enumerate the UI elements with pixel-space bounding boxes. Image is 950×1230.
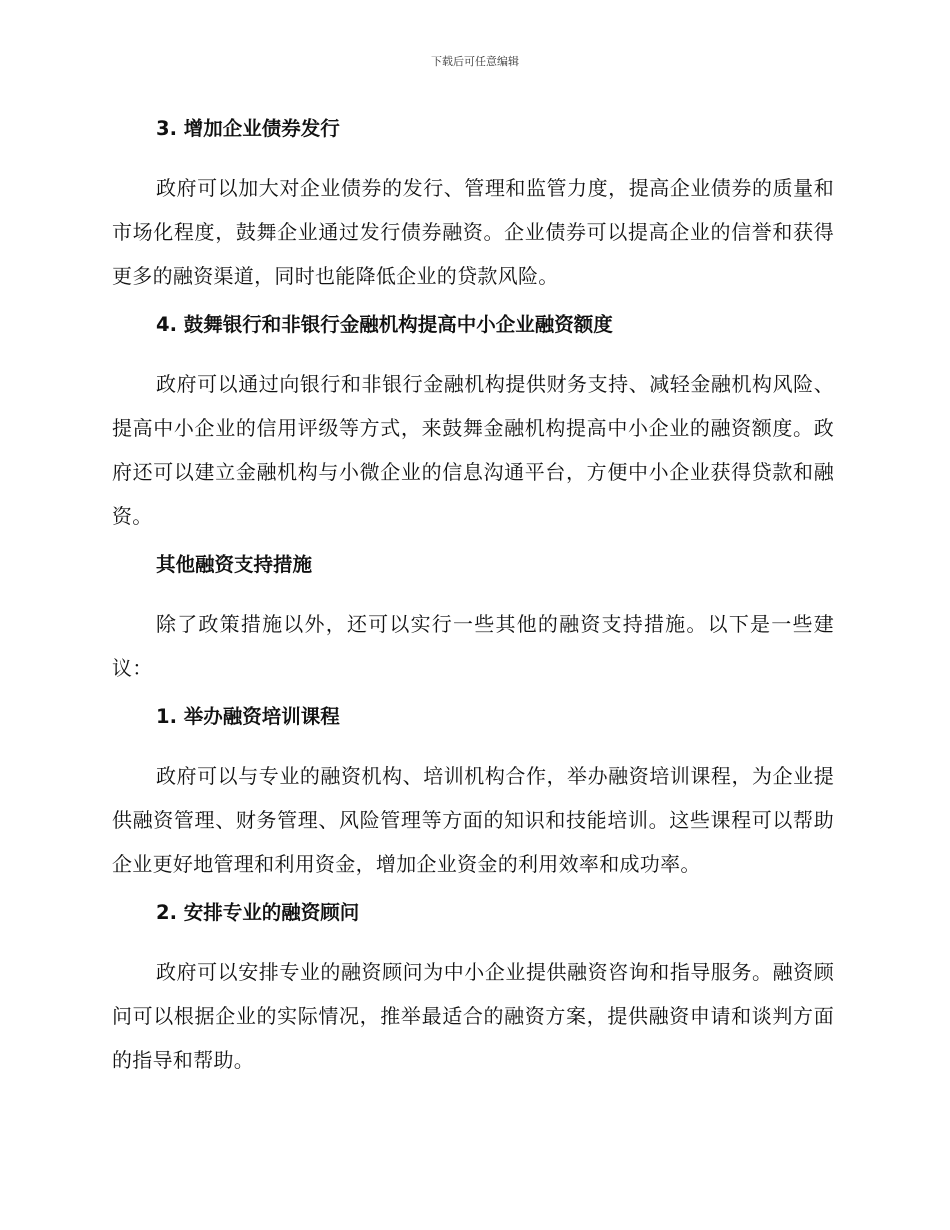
section-bond-issuance	[112, 112, 834, 308]
section-paragraph: 政府可以通过向银行和非银行金融机构提供财务支持、减轻金融机构风险、提高中小企业的信用评级等方式，来鼓舞金融机构提高中小企业的融资额度。政府还可以建立金融机构与小微企业的信息沟通平台，方便中小企业获得贷款和融资。	[112, 372, 834, 528]
section-paragraph: 政府可以安排专业的融资顾问为中小企业提供融资咨询和指导服务。融资顾问可以根据企业的实际情况，推举最适合的融资方案，提供融资申请和谈判方面的指导和帮助。	[112, 960, 834, 1072]
section-heading: 1. 举办融资培训课程	[156, 705, 340, 728]
section-heading: 其他融资支持措施	[156, 553, 313, 576]
section-heading: 3. 增加企业债券发行	[156, 117, 340, 140]
page-header: 下载后可任意编辑	[431, 55, 519, 68]
section-financing-advisors	[112, 896, 834, 1082]
document-body	[112, 112, 834, 1082]
section-other-measures	[112, 548, 834, 700]
section-paragraph: 政府可以加大对企业债券的发行、管理和监管力度，提高企业债券的质量和市场化程度，鼓舞企业通过发行债券融资。企业债券可以提高企业的信誉和获得更多的融资渠道，同时也能降低企业的贷款风险。	[112, 176, 834, 288]
section-heading: 4. 鼓舞银行和非银行金融机构提高中小企业融资额度	[156, 313, 613, 336]
section-heading: 2. 安排专业的融资顾问	[156, 901, 360, 924]
section-paragraph: 政府可以与专业的融资机构、培训机构合作，举办融资培训课程，为企业提供融资管理、财务管理、风险管理等方面的知识和技能培训。这些课程可以帮助企业更好地管理和利用资金，增加企业资金的利用效率和成功率。	[112, 764, 834, 876]
section-paragraph: 除了政策措施以外，还可以实行一些其他的融资支持措施。以下是一些建议：	[112, 612, 834, 680]
section-training-courses	[112, 700, 834, 896]
section-financial-institutions	[112, 308, 834, 548]
